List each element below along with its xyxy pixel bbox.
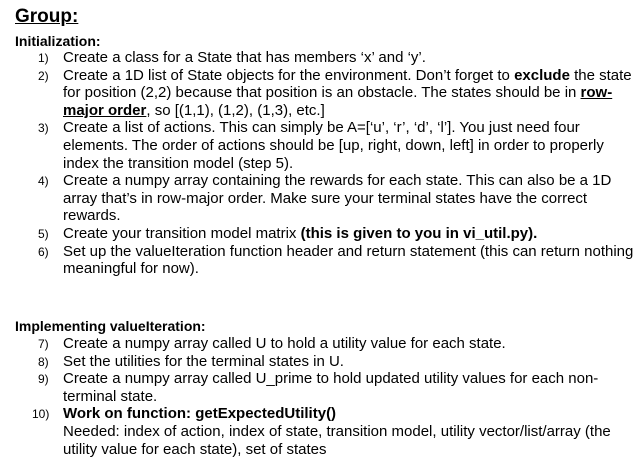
- list-item-number: 5): [38, 226, 49, 241]
- list-item-text: Create a numpy array called U_prime to hold updated utility values for each non-terminal state.: [63, 370, 599, 405]
- list-item-text: [63, 405, 638, 458]
- list-item-text: [63, 67, 638, 120]
- list-item-number: 1): [38, 51, 49, 65]
- group-title: Group:: [15, 6, 79, 27]
- text-segment: Create a 1D list of State objects for the environment. Don’t forget to: [63, 66, 515, 84]
- initialization-list: [0, 49, 644, 278]
- list-item: [0, 119, 644, 172]
- list-item: [0, 335, 644, 353]
- text-segment: Create your transition model matrix: [63, 224, 301, 242]
- implementing-heading: Implementing valueIteration:: [15, 318, 206, 334]
- implementing-list: [0, 335, 644, 458]
- list-item-text: Set up the valueIteration function header and return statement (this can return nothing meaningful for now).: [63, 242, 634, 278]
- list-item-text: Create a class for a State that has members ‘x’ and ‘y’.: [63, 49, 426, 66]
- list-item-number: 3): [38, 121, 49, 136]
- list-item: [0, 172, 644, 225]
- list-item: [0, 49, 644, 67]
- list-item: [0, 67, 644, 120]
- list-item: [0, 353, 644, 371]
- emphasis-function-heading: Work on function: getExpectedUtility(): [63, 405, 337, 423]
- list-item-number: 10): [32, 407, 50, 422]
- list-item-number: 9): [38, 372, 49, 387]
- list-item-text: Set the utilities for the terminal states in U.: [63, 352, 344, 370]
- initialization-heading: Initialization:: [15, 33, 101, 49]
- list-item-text: Create a numpy array called U to hold a utility value for each state.: [63, 335, 506, 352]
- list-item-number: 8): [38, 354, 49, 369]
- list-item: [0, 370, 644, 405]
- list-item-text: [63, 225, 638, 243]
- text-segment: the state for position (2,2) because that position is an obstacle. The states should be in: [63, 66, 632, 102]
- list-item-number: 6): [38, 244, 49, 259]
- list-item: [0, 405, 644, 458]
- emphasis-row-major-order: row-major order: [63, 84, 613, 119]
- list-item: [0, 225, 644, 243]
- list-item-number: 7): [38, 337, 49, 351]
- text-segment: Needed: index of action, index of state, transition model, utility vector/list/array (the utility value for each state), set of states: [63, 422, 611, 458]
- text-segment: , so [(1,1), (1,2), (1,3), etc.]: [146, 101, 325, 119]
- list-item-number: 2): [38, 68, 49, 83]
- list-item-number: 4): [38, 174, 49, 189]
- emphasis-exclude: exclude: [514, 66, 570, 84]
- list-item-text: Create a list of actions. This can simply be A=[‘u’, ‘r’, ‘d’, ‘l’]. You just need four elements. The order of actions should be [up, right, down, left] in order to properly index the transition model (step 5).: [63, 119, 604, 172]
- list-item: [0, 243, 644, 278]
- list-item-text: Create a numpy array containing the rewards for each state. This can also be a 1D array that’s in row-major order. Make sure your terminal states have the correct rewards.: [63, 172, 612, 225]
- emphasis-given-in-vi-util: (this is given to you in vi_util.py).: [300, 224, 538, 242]
